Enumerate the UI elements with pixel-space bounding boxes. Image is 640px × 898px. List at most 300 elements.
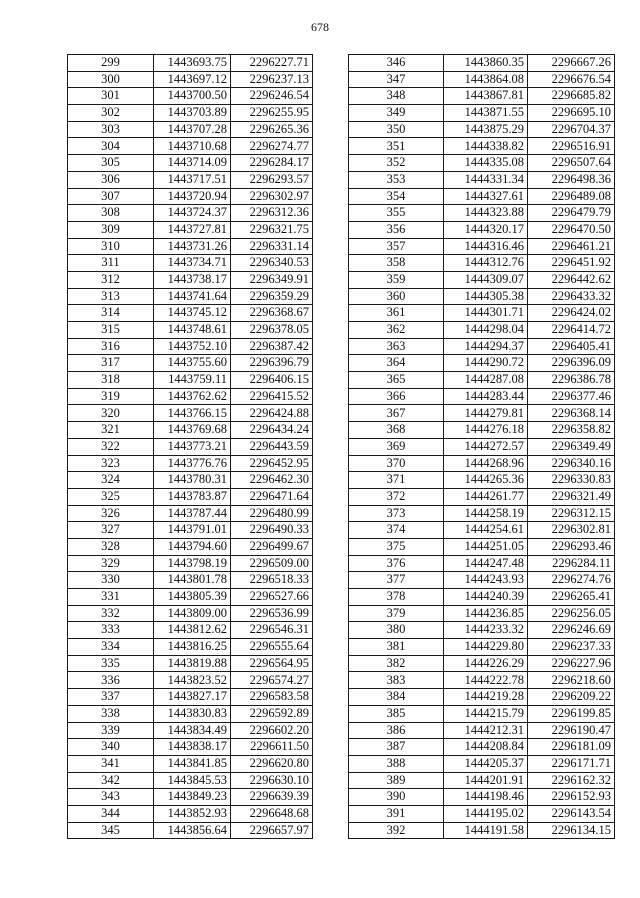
table-row <box>68 388 313 405</box>
y-coordinate-cell: 2296695.10 <box>528 105 615 122</box>
y-coordinate-cell: 2296312.15 <box>528 505 615 522</box>
point-number-cell: 385 <box>349 705 444 722</box>
table-row <box>68 555 313 572</box>
y-coordinate-cell: 2296293.46 <box>528 538 615 555</box>
x-coordinate-cell: 1443860.35 <box>444 55 528 72</box>
point-number-cell: 311 <box>68 255 154 272</box>
point-number-cell: 320 <box>68 405 154 422</box>
table-row <box>68 422 313 439</box>
x-coordinate-cell: 1444191.58 <box>444 822 528 839</box>
point-number-cell: 327 <box>68 522 154 539</box>
table-row <box>349 105 615 122</box>
table-row <box>349 238 615 255</box>
table-row <box>68 338 313 355</box>
table-row <box>349 538 615 555</box>
point-number-cell: 348 <box>349 88 444 105</box>
point-number-cell: 301 <box>68 88 154 105</box>
y-coordinate-cell: 2296302.81 <box>528 522 615 539</box>
point-number-cell: 343 <box>68 789 154 806</box>
x-coordinate-cell: 1443700.50 <box>154 88 231 105</box>
y-coordinate-cell: 2296349.49 <box>528 438 615 455</box>
y-coordinate-cell: 2296452.95 <box>231 455 313 472</box>
point-number-cell: 313 <box>68 288 154 305</box>
y-coordinate-cell: 2296321.49 <box>528 488 615 505</box>
point-number-cell: 353 <box>349 171 444 188</box>
y-coordinate-cell: 2296237.33 <box>528 639 615 656</box>
y-coordinate-cell: 2296434.24 <box>231 422 313 439</box>
x-coordinate-cell: 1444195.02 <box>444 805 528 822</box>
x-coordinate-cell: 1444320.17 <box>444 221 528 238</box>
y-coordinate-cell: 2296209.22 <box>528 689 615 706</box>
x-coordinate-cell: 1443867.81 <box>444 88 528 105</box>
table-row <box>349 138 615 155</box>
y-coordinate-cell: 2296442.62 <box>528 271 615 288</box>
point-number-cell: 303 <box>68 121 154 138</box>
x-coordinate-cell: 1444240.39 <box>444 589 528 606</box>
table-row <box>68 505 313 522</box>
table-row <box>349 472 615 489</box>
point-number-cell: 302 <box>68 105 154 122</box>
point-number-cell: 356 <box>349 221 444 238</box>
table-row <box>68 772 313 789</box>
point-number-cell: 336 <box>68 672 154 689</box>
table-row <box>68 705 313 722</box>
point-number-cell: 379 <box>349 605 444 622</box>
x-coordinate-cell: 1443693.75 <box>154 55 231 72</box>
x-coordinate-cell: 1443707.28 <box>154 121 231 138</box>
point-number-cell: 354 <box>349 188 444 205</box>
point-number-cell: 305 <box>68 155 154 172</box>
y-coordinate-cell: 2296470.50 <box>528 221 615 238</box>
point-number-cell: 304 <box>68 138 154 155</box>
y-coordinate-cell: 2296424.02 <box>528 305 615 322</box>
point-number-cell: 308 <box>68 205 154 222</box>
y-coordinate-cell: 2296499.67 <box>231 538 313 555</box>
table-row <box>68 105 313 122</box>
x-coordinate-cell: 1444279.81 <box>444 405 528 422</box>
table-row <box>349 422 615 439</box>
x-coordinate-cell: 1443703.89 <box>154 105 231 122</box>
y-coordinate-cell: 2296451.92 <box>528 255 615 272</box>
y-coordinate-cell: 2296190.47 <box>528 722 615 739</box>
table-row <box>349 71 615 88</box>
x-coordinate-cell: 1444219.28 <box>444 689 528 706</box>
y-coordinate-cell: 2296255.95 <box>231 105 313 122</box>
table-row <box>68 522 313 539</box>
point-number-cell: 335 <box>68 655 154 672</box>
x-coordinate-cell: 1444198.46 <box>444 789 528 806</box>
x-coordinate-cell: 1444323.88 <box>444 205 528 222</box>
point-number-cell: 388 <box>349 755 444 772</box>
point-number-cell: 366 <box>349 388 444 405</box>
x-coordinate-cell: 1444309.07 <box>444 271 528 288</box>
point-number-cell: 364 <box>349 355 444 372</box>
table-row <box>68 789 313 806</box>
table-row <box>349 739 615 756</box>
table-row <box>68 538 313 555</box>
table-row <box>68 488 313 505</box>
table-row <box>68 455 313 472</box>
x-coordinate-cell: 1444254.61 <box>444 522 528 539</box>
y-coordinate-cell: 2296321.75 <box>231 221 313 238</box>
point-number-cell: 369 <box>349 438 444 455</box>
y-coordinate-cell: 2296518.33 <box>231 572 313 589</box>
table-row <box>349 171 615 188</box>
point-number-cell: 367 <box>349 405 444 422</box>
table-row <box>349 555 615 572</box>
point-number-cell: 318 <box>68 372 154 389</box>
table-row <box>349 338 615 355</box>
y-coordinate-cell: 2296424.88 <box>231 405 313 422</box>
x-coordinate-cell: 1443827.17 <box>154 689 231 706</box>
x-coordinate-cell: 1444290.72 <box>444 355 528 372</box>
table-row <box>68 722 313 739</box>
table-row <box>349 605 615 622</box>
x-coordinate-cell: 1444327.61 <box>444 188 528 205</box>
table-row <box>349 405 615 422</box>
y-coordinate-cell: 2296386.78 <box>528 372 615 389</box>
x-coordinate-cell: 1443794.60 <box>154 538 231 555</box>
y-coordinate-cell: 2296462.30 <box>231 472 313 489</box>
y-coordinate-cell: 2296293.57 <box>231 171 313 188</box>
x-coordinate-cell: 1444205.37 <box>444 755 528 772</box>
y-coordinate-cell: 2296546.31 <box>231 622 313 639</box>
table-row <box>68 822 313 839</box>
point-number-cell: 337 <box>68 689 154 706</box>
x-coordinate-cell: 1443745.12 <box>154 305 231 322</box>
point-number-cell: 323 <box>68 455 154 472</box>
point-number-cell: 371 <box>349 472 444 489</box>
table-row <box>349 372 615 389</box>
y-coordinate-cell: 2296377.46 <box>528 388 615 405</box>
y-coordinate-cell: 2296340.53 <box>231 255 313 272</box>
table-row <box>68 672 313 689</box>
point-number-cell: 374 <box>349 522 444 539</box>
x-coordinate-cell: 1444298.04 <box>444 322 528 339</box>
point-number-cell: 376 <box>349 555 444 572</box>
y-coordinate-cell: 2296574.27 <box>231 672 313 689</box>
y-coordinate-cell: 2296630.10 <box>231 772 313 789</box>
y-coordinate-cell: 2296274.77 <box>231 138 313 155</box>
point-number-cell: 378 <box>349 589 444 606</box>
y-coordinate-cell: 2296181.09 <box>528 739 615 756</box>
x-coordinate-cell: 1443710.68 <box>154 138 231 155</box>
x-coordinate-cell: 1443780.31 <box>154 472 231 489</box>
y-coordinate-cell: 2296704.37 <box>528 121 615 138</box>
point-number-cell: 345 <box>68 822 154 839</box>
table-row <box>349 271 615 288</box>
y-coordinate-cell: 2296396.09 <box>528 355 615 372</box>
x-coordinate-cell: 1443769.68 <box>154 422 231 439</box>
table-row <box>349 822 615 839</box>
y-coordinate-cell: 2296358.82 <box>528 422 615 439</box>
table-row <box>349 789 615 806</box>
y-coordinate-cell: 2296657.97 <box>231 822 313 839</box>
y-coordinate-cell: 2296378.05 <box>231 322 313 339</box>
point-number-cell: 372 <box>349 488 444 505</box>
x-coordinate-cell: 1443852.93 <box>154 805 231 822</box>
y-coordinate-cell: 2296349.91 <box>231 271 313 288</box>
table-row <box>68 755 313 772</box>
y-coordinate-cell: 2296237.13 <box>231 71 313 88</box>
point-number-cell: 317 <box>68 355 154 372</box>
y-coordinate-cell: 2296284.11 <box>528 555 615 572</box>
x-coordinate-cell: 1444301.71 <box>444 305 528 322</box>
x-coordinate-cell: 1443731.26 <box>154 238 231 255</box>
y-coordinate-cell: 2296406.15 <box>231 372 313 389</box>
x-coordinate-cell: 1443875.29 <box>444 121 528 138</box>
x-coordinate-cell: 1444233.32 <box>444 622 528 639</box>
x-coordinate-cell: 1443714.09 <box>154 155 231 172</box>
y-coordinate-cell: 2296368.67 <box>231 305 313 322</box>
y-coordinate-cell: 2296461.21 <box>528 238 615 255</box>
point-number-cell: 319 <box>68 388 154 405</box>
y-coordinate-cell: 2296152.93 <box>528 789 615 806</box>
x-coordinate-cell: 1443816.25 <box>154 639 231 656</box>
table-row <box>349 221 615 238</box>
y-coordinate-cell: 2296676.54 <box>528 71 615 88</box>
table-row <box>349 572 615 589</box>
y-coordinate-cell: 2296256.05 <box>528 605 615 622</box>
x-coordinate-cell: 1443759.11 <box>154 372 231 389</box>
y-coordinate-cell: 2296331.14 <box>231 238 313 255</box>
y-coordinate-cell: 2296471.64 <box>231 488 313 505</box>
table-row <box>349 805 615 822</box>
y-coordinate-cell: 2296387.42 <box>231 338 313 355</box>
x-coordinate-cell: 1443871.55 <box>444 105 528 122</box>
table-row <box>68 589 313 606</box>
table-row <box>349 455 615 472</box>
y-coordinate-cell: 2296302.97 <box>231 188 313 205</box>
point-number-cell: 341 <box>68 755 154 772</box>
point-number-cell: 321 <box>68 422 154 439</box>
y-coordinate-cell: 2296602.20 <box>231 722 313 739</box>
point-number-cell: 338 <box>68 705 154 722</box>
point-number-cell: 312 <box>68 271 154 288</box>
table-row <box>349 755 615 772</box>
y-coordinate-cell: 2296312.36 <box>231 205 313 222</box>
point-number-cell: 347 <box>349 71 444 88</box>
y-coordinate-cell: 2296405.41 <box>528 338 615 355</box>
x-coordinate-cell: 1443834.49 <box>154 722 231 739</box>
table-row <box>68 88 313 105</box>
table-row <box>349 672 615 689</box>
point-number-cell: 368 <box>349 422 444 439</box>
x-coordinate-cell: 1443823.52 <box>154 672 231 689</box>
table-row <box>349 188 615 205</box>
y-coordinate-cell: 2296479.79 <box>528 205 615 222</box>
point-number-cell: 358 <box>349 255 444 272</box>
point-number-cell: 332 <box>68 605 154 622</box>
table-row <box>349 622 615 639</box>
point-number-cell: 363 <box>349 338 444 355</box>
y-coordinate-cell: 2296227.96 <box>528 655 615 672</box>
table-row <box>68 639 313 656</box>
point-number-cell: 325 <box>68 488 154 505</box>
point-number-cell: 387 <box>349 739 444 756</box>
y-coordinate-cell: 2296414.72 <box>528 322 615 339</box>
x-coordinate-cell: 1444208.84 <box>444 739 528 756</box>
y-coordinate-cell: 2296359.29 <box>231 288 313 305</box>
y-coordinate-cell: 2296162.32 <box>528 772 615 789</box>
y-coordinate-cell: 2296265.36 <box>231 121 313 138</box>
table-row <box>349 121 615 138</box>
y-coordinate-cell: 2296246.54 <box>231 88 313 105</box>
y-coordinate-cell: 2296227.71 <box>231 55 313 72</box>
point-number-cell: 314 <box>68 305 154 322</box>
point-number-cell: 377 <box>349 572 444 589</box>
point-number-cell: 360 <box>349 288 444 305</box>
x-coordinate-cell: 1443812.62 <box>154 622 231 639</box>
y-coordinate-cell: 2296527.66 <box>231 589 313 606</box>
x-coordinate-cell: 1444236.85 <box>444 605 528 622</box>
x-coordinate-cell: 1444287.08 <box>444 372 528 389</box>
table-row <box>349 639 615 656</box>
x-coordinate-cell: 1443791.01 <box>154 522 231 539</box>
y-coordinate-cell: 2296415.52 <box>231 388 313 405</box>
y-coordinate-cell: 2296509.00 <box>231 555 313 572</box>
y-coordinate-cell: 2296592.89 <box>231 705 313 722</box>
table-row <box>349 55 615 72</box>
table-row <box>349 689 615 706</box>
y-coordinate-cell: 2296480.99 <box>231 505 313 522</box>
point-number-cell: 334 <box>68 639 154 656</box>
x-coordinate-cell: 1443724.37 <box>154 205 231 222</box>
table-row <box>68 355 313 372</box>
x-coordinate-cell: 1444331.34 <box>444 171 528 188</box>
table-row <box>349 522 615 539</box>
table-row <box>68 71 313 88</box>
x-coordinate-cell: 1444243.93 <box>444 572 528 589</box>
y-coordinate-cell: 2296620.80 <box>231 755 313 772</box>
point-number-cell: 361 <box>349 305 444 322</box>
table-row <box>349 722 615 739</box>
point-number-cell: 357 <box>349 238 444 255</box>
table-row <box>349 488 615 505</box>
point-number-cell: 359 <box>349 271 444 288</box>
x-coordinate-cell: 1444212.31 <box>444 722 528 739</box>
x-coordinate-cell: 1443783.87 <box>154 488 231 505</box>
table-row <box>349 355 615 372</box>
point-number-cell: 307 <box>68 188 154 205</box>
x-coordinate-cell: 1444312.76 <box>444 255 528 272</box>
y-coordinate-cell: 2296340.16 <box>528 455 615 472</box>
point-number-cell: 339 <box>68 722 154 739</box>
y-coordinate-cell: 2296284.17 <box>231 155 313 172</box>
table-row <box>68 188 313 205</box>
table-row <box>68 805 313 822</box>
x-coordinate-cell: 1443787.44 <box>154 505 231 522</box>
x-coordinate-cell: 1443856.64 <box>154 822 231 839</box>
x-coordinate-cell: 1444265.36 <box>444 472 528 489</box>
coordinate-table-left <box>67 54 313 839</box>
x-coordinate-cell: 1444335.08 <box>444 155 528 172</box>
y-coordinate-cell: 2296685.82 <box>528 88 615 105</box>
table-row <box>68 305 313 322</box>
y-coordinate-cell: 2296443.59 <box>231 438 313 455</box>
table-row <box>68 622 313 639</box>
table-row <box>349 322 615 339</box>
table-row <box>349 705 615 722</box>
coordinate-table-right <box>348 54 615 839</box>
point-number-cell: 352 <box>349 155 444 172</box>
table-row <box>349 288 615 305</box>
point-number-cell: 344 <box>68 805 154 822</box>
point-number-cell: 349 <box>349 105 444 122</box>
x-coordinate-cell: 1444258.19 <box>444 505 528 522</box>
table-row <box>68 689 313 706</box>
point-number-cell: 383 <box>349 672 444 689</box>
point-number-cell: 329 <box>68 555 154 572</box>
y-coordinate-cell: 2296433.32 <box>528 288 615 305</box>
point-number-cell: 346 <box>349 55 444 72</box>
x-coordinate-cell: 1443748.61 <box>154 322 231 339</box>
table-row <box>68 171 313 188</box>
y-coordinate-cell: 2296490.33 <box>231 522 313 539</box>
y-coordinate-cell: 2296667.26 <box>528 55 615 72</box>
point-number-cell: 330 <box>68 572 154 589</box>
x-coordinate-cell: 1444247.48 <box>444 555 528 572</box>
point-number-cell: 340 <box>68 739 154 756</box>
table-row <box>349 438 615 455</box>
x-coordinate-cell: 1443841.85 <box>154 755 231 772</box>
x-coordinate-cell: 1443864.08 <box>444 71 528 88</box>
y-coordinate-cell: 2296516.91 <box>528 138 615 155</box>
point-number-cell: 309 <box>68 221 154 238</box>
x-coordinate-cell: 1444261.77 <box>444 488 528 505</box>
y-coordinate-cell: 2296564.95 <box>231 655 313 672</box>
y-coordinate-cell: 2296396.79 <box>231 355 313 372</box>
point-number-cell: 373 <box>349 505 444 522</box>
y-coordinate-cell: 2296171.71 <box>528 755 615 772</box>
point-number-cell: 333 <box>68 622 154 639</box>
x-coordinate-cell: 1443766.15 <box>154 405 231 422</box>
point-number-cell: 324 <box>68 472 154 489</box>
x-coordinate-cell: 1443830.83 <box>154 705 231 722</box>
table-row <box>349 255 615 272</box>
x-coordinate-cell: 1443849.23 <box>154 789 231 806</box>
x-coordinate-cell: 1444268.96 <box>444 455 528 472</box>
point-number-cell: 380 <box>349 622 444 639</box>
x-coordinate-cell: 1444229.80 <box>444 639 528 656</box>
x-coordinate-cell: 1443727.81 <box>154 221 231 238</box>
table-row <box>349 655 615 672</box>
point-number-cell: 386 <box>349 722 444 739</box>
point-number-cell: 365 <box>349 372 444 389</box>
x-coordinate-cell: 1444276.18 <box>444 422 528 439</box>
y-coordinate-cell: 2296265.41 <box>528 589 615 606</box>
x-coordinate-cell: 1443838.17 <box>154 739 231 756</box>
table-row <box>68 238 313 255</box>
x-coordinate-cell: 1444294.37 <box>444 338 528 355</box>
table-row <box>68 255 313 272</box>
x-coordinate-cell: 1443845.53 <box>154 772 231 789</box>
x-coordinate-cell: 1444316.46 <box>444 238 528 255</box>
x-coordinate-cell: 1444338.82 <box>444 138 528 155</box>
x-coordinate-cell: 1443776.76 <box>154 455 231 472</box>
point-number-cell: 328 <box>68 538 154 555</box>
point-number-cell: 392 <box>349 822 444 839</box>
x-coordinate-cell: 1443720.94 <box>154 188 231 205</box>
table-row <box>68 121 313 138</box>
point-number-cell: 382 <box>349 655 444 672</box>
table-row <box>349 388 615 405</box>
x-coordinate-cell: 1443801.78 <box>154 572 231 589</box>
point-number-cell: 310 <box>68 238 154 255</box>
y-coordinate-cell: 2296199.85 <box>528 705 615 722</box>
x-coordinate-cell: 1444283.44 <box>444 388 528 405</box>
y-coordinate-cell: 2296368.14 <box>528 405 615 422</box>
